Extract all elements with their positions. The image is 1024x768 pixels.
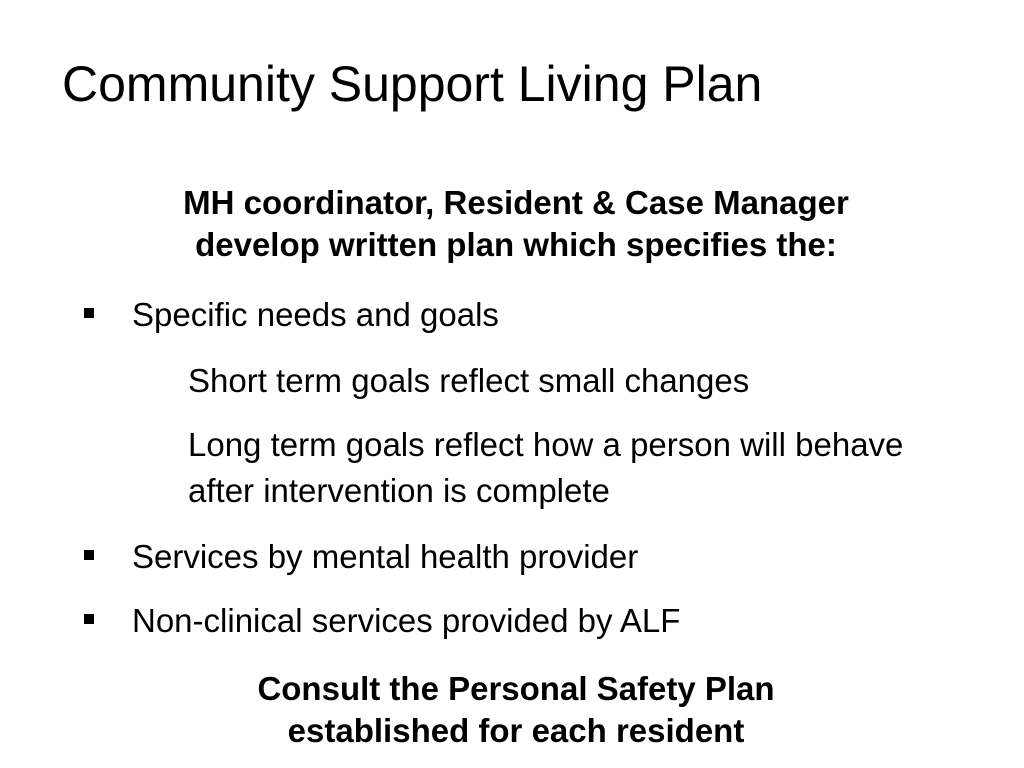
closing-heading-line-1: Consult the Personal Safety Plan xyxy=(257,670,775,707)
intro-heading-line-1: MH coordinator, Resident & Case Manager xyxy=(183,184,849,221)
square-bullet-icon xyxy=(84,308,94,318)
sub-item-short-term-goals: Short term goals reflect small changes xyxy=(188,362,750,399)
intro-heading-line-2: develop written plan which specifies the: xyxy=(195,226,837,263)
intro-heading xyxy=(60,182,972,266)
square-bullet-icon xyxy=(84,614,94,624)
square-bullet-icon xyxy=(84,550,94,560)
sub-item-long-term-goals: Long term goals reflect how a person will behave after intervention is complete xyxy=(188,426,904,509)
closing-heading xyxy=(60,668,972,752)
closing-heading-line-2: established for each resident xyxy=(287,712,745,749)
bullet-text: Specific needs and goals xyxy=(132,296,499,333)
bullet-text: Non-clinical services provided by ALF xyxy=(132,602,681,639)
bullet-text: Services by mental health provider xyxy=(132,538,639,575)
slide-title: Community Support Living Plan xyxy=(62,56,763,112)
